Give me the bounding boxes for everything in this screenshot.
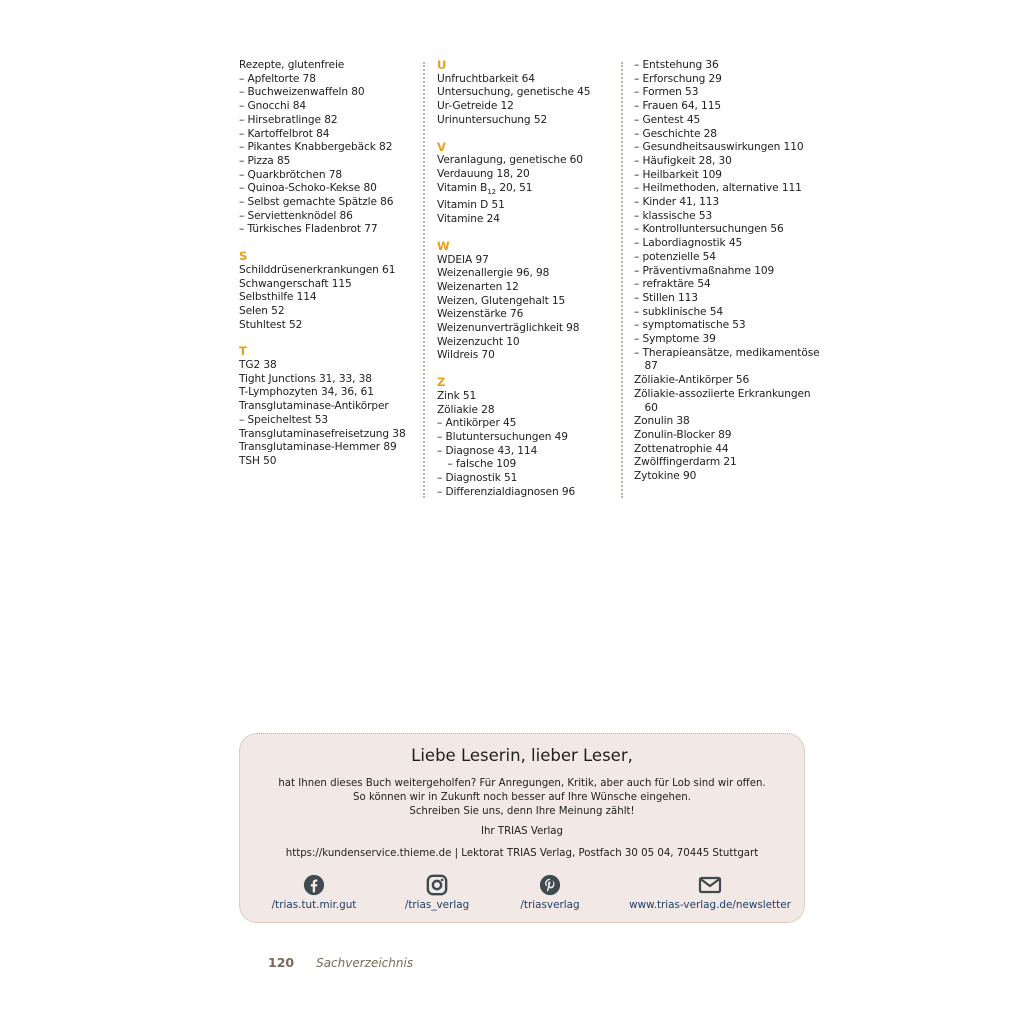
facebook-link-label[interactable]: /trias.tut.mir.gut xyxy=(271,899,357,911)
index-entry: Ur-Getreide 12 xyxy=(437,100,514,113)
index-entry: – klassische 53 xyxy=(634,209,713,222)
newsletter-link[interactable] xyxy=(622,874,798,911)
page-footer xyxy=(268,955,413,970)
index-entry: Selen 52 xyxy=(239,304,285,317)
section-letter: T xyxy=(239,344,247,359)
index-entry: – Erforschung 29 xyxy=(634,72,722,85)
index-section-u xyxy=(437,59,615,128)
index-entry: – Serviettenknödel 86 xyxy=(239,209,353,222)
index-entry: – Gesundheitsauswirkungen 110 xyxy=(634,141,804,154)
instagram-link-label[interactable]: /trias_verlag xyxy=(404,899,470,911)
index-entry: – Therapieansätze, medikamentöse 87 xyxy=(634,346,820,373)
index-entry: – Apfeltorte 78 xyxy=(239,72,316,85)
feedback-line: hat Ihnen dieses Buch weitergeholfen? Für Anregungen, Kritik, aber auch für Lob sind wir offen. xyxy=(278,778,766,789)
index-entry: – falsche 109 xyxy=(447,458,517,471)
index-entry: – Diagnose 43, 114 xyxy=(437,444,538,457)
index-entry: Selbsthilfe 114 xyxy=(239,291,317,304)
index-entry: Wildreis 70 xyxy=(437,349,495,362)
index-list xyxy=(634,415,824,484)
index-entry: Vitamine 24 xyxy=(437,213,500,226)
index-entry: Zytokine 90 xyxy=(634,470,697,483)
index-entry: Zöliakie-Antikörper 56 xyxy=(634,374,750,387)
feedback-signature: Ihr TRIAS Verlag xyxy=(480,826,564,837)
index-entry: – Pikantes Knabbergebäck 82 xyxy=(239,141,393,154)
feedback-line: So können wir in Zukunft noch besser auf Ihre Wünsche eingehen. xyxy=(353,792,691,803)
entry-label: Vitamin B xyxy=(437,181,488,194)
mail-icon xyxy=(698,874,722,896)
index-entry: – Kinder 41, 113 xyxy=(634,196,720,209)
index-entry: – Entstehung 36 xyxy=(634,59,719,71)
index-entry: Zöliakie 28 xyxy=(437,403,495,416)
index-entry: Zottenatrophie 44 xyxy=(634,442,729,455)
index-entry: Stuhltest 52 xyxy=(239,318,303,331)
index-section-z xyxy=(437,376,615,499)
index-entry: – Türkisches Fladenbrot 77 xyxy=(239,223,378,236)
index-entry: – Blutuntersuchungen 49 xyxy=(437,430,568,443)
index-entry: Transglutaminasefreisetzung 38 xyxy=(239,427,406,440)
index-entry: Zink 51 xyxy=(437,389,477,402)
index-entry: – Antikörper 45 xyxy=(437,417,517,430)
index-entry: Verdauung 18, 20 xyxy=(437,167,530,180)
index-list xyxy=(437,199,615,226)
index-entry: – Buchweizenwaffeln 80 xyxy=(239,86,365,99)
index-entry: TG2 38 xyxy=(239,359,277,372)
index-entry: – Pizza 85 xyxy=(239,154,291,167)
index-list xyxy=(437,390,615,500)
index-entry: Zonulin-Blocker 89 xyxy=(634,428,732,441)
entry-pages: 20, 51 xyxy=(499,181,533,194)
section-letter: V xyxy=(437,139,446,154)
index-entry: – Symptome 39 xyxy=(634,333,716,346)
index-entry: Untersuchung, genetische 45 xyxy=(437,86,591,99)
index-entry: – Heilbarkeit 109 xyxy=(634,168,722,181)
instagram-icon xyxy=(426,874,448,896)
facebook-icon xyxy=(303,874,325,896)
index-section-w xyxy=(437,240,615,363)
index-list xyxy=(437,254,615,364)
column-divider xyxy=(621,62,623,498)
index-list xyxy=(634,59,824,347)
feedback-address: https://kundenservice.thieme.de | Lektorat TRIAS Verlag, Postfach 30 05 04, 70445 Stuttgart xyxy=(285,848,759,859)
index-entry: – Labordiagnostik 45 xyxy=(634,237,743,250)
index-entry: Urinuntersuchung 52 xyxy=(437,113,548,126)
index-entry: Weizenstärke 76 xyxy=(437,308,524,321)
index-entry: Unfruchtbarkeit 64 xyxy=(437,72,535,85)
index-entry: Transglutaminase-Antikörper xyxy=(239,400,389,413)
index-list xyxy=(437,154,615,181)
index-entry: Zwölffingerdarm 21 xyxy=(634,456,737,469)
index-column-3 xyxy=(634,59,824,484)
section-letter: Z xyxy=(437,375,446,390)
index-list xyxy=(437,73,615,128)
index-entry: – Quarkbrötchen 78 xyxy=(239,168,342,181)
instagram-link[interactable] xyxy=(397,874,477,911)
pinterest-icon xyxy=(539,874,561,896)
index-entry: Vitamin D 51 xyxy=(437,199,505,212)
index-entry: – Diagnostik 51 xyxy=(437,472,518,485)
index-entry: Schilddrüsenerkrankungen 61 xyxy=(239,263,396,276)
index-entry: WDEIA 97 xyxy=(437,253,489,266)
running-title: Sachverzeichnis xyxy=(316,956,414,970)
index-entry: TSH 50 xyxy=(239,454,277,467)
entry-subscript: 12 xyxy=(487,187,497,196)
index-section-r xyxy=(239,59,417,237)
section-letter: U xyxy=(437,58,447,72)
page-number: 120 xyxy=(268,955,295,970)
index-entry: Veranlagung, genetische 60 xyxy=(437,154,583,167)
index-entry: – Gentest 45 xyxy=(634,113,701,126)
feedback-line: Schreiben Sie uns, denn Ihre Meinung zählt! xyxy=(409,806,635,817)
index-entry: – potenzielle 54 xyxy=(634,250,716,263)
index-entry: Weizen, Glutengehalt 15 xyxy=(437,294,566,307)
index-entry: – Quinoa-Schoko-Kekse 80 xyxy=(239,182,377,195)
feedback-title: Liebe Leserin, lieber Leser, xyxy=(411,746,633,765)
index-list xyxy=(239,359,417,469)
index-entry: – Geschichte 28 xyxy=(634,127,717,140)
index-entry: – Präventivmaßnahme 109 xyxy=(634,264,775,277)
index-entry: Weizenallergie 96, 98 xyxy=(437,267,550,280)
index-entry: Zöliakie-assoziierte Erkrankungen 60 xyxy=(634,387,811,414)
index-entry: – Hirsebratlinge 82 xyxy=(239,113,338,126)
index-entry: Weizenarten 12 xyxy=(437,280,519,293)
index-column-2 xyxy=(437,59,615,500)
index-entry: Weizenzucht 10 xyxy=(437,335,520,348)
index-entry: Transglutaminase-Hemmer 89 xyxy=(239,441,397,454)
index-entry: – subklinische 54 xyxy=(634,305,724,318)
facebook-link[interactable] xyxy=(270,874,358,911)
section-letter: W xyxy=(437,238,450,253)
reader-feedback-box xyxy=(239,733,805,923)
index-entry: Zonulin 38 xyxy=(634,415,690,428)
index-list xyxy=(239,264,417,333)
index-entry: Weizenunverträglichkeit 98 xyxy=(437,322,580,335)
index-section-v xyxy=(437,141,615,227)
index-entry: – Differenzialdiagnosen 96 xyxy=(437,485,576,498)
section-letter: S xyxy=(239,249,248,264)
index-entry: – Kontrolluntersuchungen 56 xyxy=(634,223,784,236)
index-entry: – Selbst gemachte Spätzle 86 xyxy=(239,196,394,209)
index-entry: – Formen 53 xyxy=(634,86,699,99)
column-divider xyxy=(423,62,425,498)
index-entry: – Stillen 113 xyxy=(634,291,698,304)
newsletter-link-label[interactable]: www.trias-verlag.de/newsletter xyxy=(629,899,791,911)
index-section-s xyxy=(239,250,417,332)
index-entry-vitamin-b12 xyxy=(437,182,615,200)
index-entry: – Kartoffelbrot 84 xyxy=(239,127,330,140)
index-column-1 xyxy=(239,59,417,469)
index-entry: Schwangerschaft 115 xyxy=(239,277,352,290)
index-section-t xyxy=(239,345,417,468)
index-entry: Rezepte, glutenfreie xyxy=(239,59,345,71)
index-entry: – refraktäre 54 xyxy=(634,278,711,291)
index-entry: – symptomatische 53 xyxy=(634,319,746,332)
index-entry: – Frauen 64, 115 xyxy=(634,100,721,113)
feedback-text xyxy=(240,777,804,819)
index-entry: T-Lymphozyten 34, 36, 61 xyxy=(239,386,374,399)
index-list xyxy=(239,73,417,237)
index-entry: – Heilmethoden, alternative 111 xyxy=(634,182,802,195)
index-entry: – Gnocchi 84 xyxy=(239,100,307,113)
index-entry: – Häufigkeit 28, 30 xyxy=(634,154,732,167)
index-entry: – Speicheltest 53 xyxy=(239,413,329,426)
pinterest-link[interactable] xyxy=(510,874,590,911)
pinterest-link-label[interactable]: /triasverlag xyxy=(520,899,580,911)
index-entry: Tight Junctions 31, 33, 38 xyxy=(239,372,372,385)
